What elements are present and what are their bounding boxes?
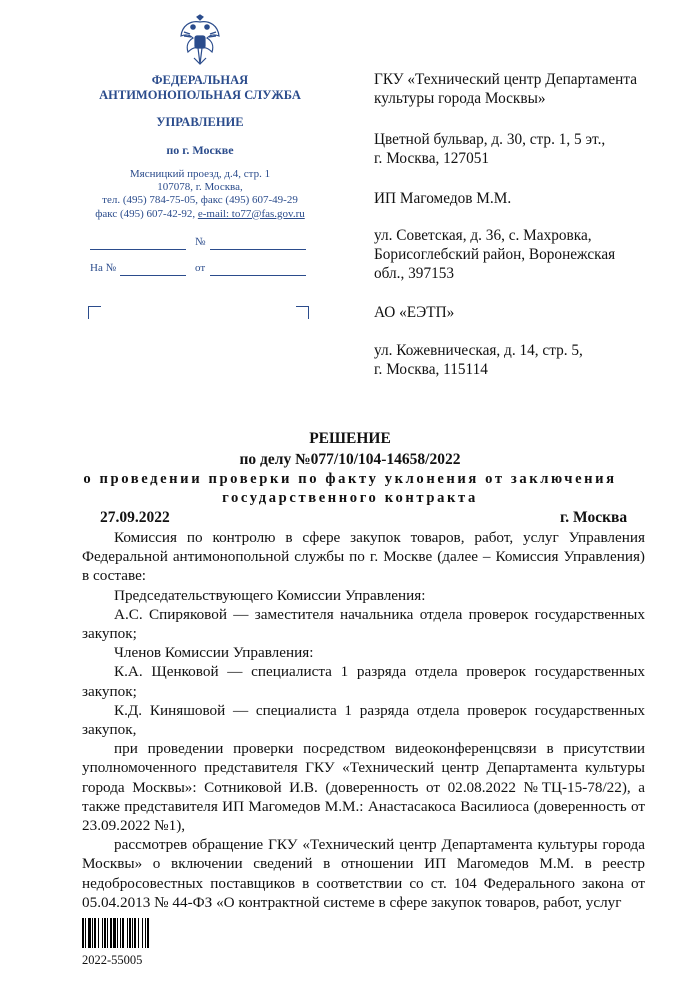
address-line2: 107078, г. Москва, — [157, 181, 243, 194]
barcode-icon — [82, 918, 177, 948]
recipient-line: ул. Советская, д. 36, с. Махровка, — [374, 227, 592, 244]
corner-mark-left — [88, 306, 101, 319]
outgoing-number-line — [210, 237, 306, 250]
subject-line2: государственного контракта — [222, 490, 478, 506]
recipient-line: Борисоглебский район, Воронежская — [374, 246, 616, 263]
agency-city: по г. Москве — [166, 143, 234, 157]
recipient-block-4 — [374, 226, 674, 283]
from-label: от — [195, 262, 206, 274]
recipient-block-2 — [374, 130, 674, 168]
address-line3: тел. (495) 784-75-05, факс (495) 607-49-29 — [102, 194, 298, 207]
decision-title: РЕШЕНИЕ — [309, 430, 391, 447]
in-reply-date-line — [210, 263, 306, 276]
corner-mark-right — [296, 306, 309, 319]
in-reply-number-line — [120, 263, 186, 276]
decision-subject — [0, 470, 700, 508]
body-paragraph: Председательствующего Комиссии Управления: — [114, 586, 426, 604]
body-paragraph: А.С. Спиряковой — заместителя начальника отдела проверок государственных закупок; — [82, 605, 645, 643]
address-line4 — [40, 208, 360, 221]
agency-department: УПРАВЛЕНИЕ — [156, 115, 244, 129]
body-paragraph: Комиссия по контролю в сфере закупок товаров, работ, услуг Управления Федеральной антимонопольной службы по г. Москве (далее – Комиссия Управления) в составе: — [82, 529, 645, 585]
decision-date: 27.09.2022 — [100, 509, 170, 526]
outgoing-date-line — [90, 237, 186, 250]
agency-address — [40, 168, 360, 221]
recipient-block-5 — [374, 303, 674, 322]
recipient-line: ул. Кожевническая, д. 14, стр. 5, — [374, 342, 583, 359]
number-sign: № — [195, 236, 206, 248]
agency-name-line2: АНТИМОНОПОЛЬНАЯ СЛУЖБА — [99, 88, 301, 102]
email-link[interactable]: e-mail: to77@fas.gov.ru — [197, 207, 305, 220]
in-reply-label: На № — [90, 262, 117, 274]
recipient-line: культуры города Москвы» — [374, 90, 546, 107]
recipient-line: Цветной бульвар, д. 30, стр. 1, 5 эт., — [374, 131, 606, 148]
barcode-number: 2022-55005 — [82, 953, 143, 967]
agency-name-line1: ФЕДЕРАЛЬНАЯ — [151, 73, 249, 87]
coat-of-arms-icon — [178, 14, 222, 66]
recipient-block-1 — [374, 70, 674, 108]
recipient-line: АО «ЕЭТП» — [374, 304, 455, 321]
recipient-line: ГКУ «Технический центр Департамента — [374, 71, 638, 88]
recipient-block-3 — [374, 189, 674, 208]
recipient-line: обл., 397153 — [374, 265, 455, 282]
case-number: по делу №077/10/104-14658/2022 — [239, 451, 461, 468]
recipient-line: г. Москва, 127051 — [374, 150, 490, 167]
body-paragraph: К.А. Щенковой — специалиста 1 разряда отдела проверок государственных закупок; — [82, 663, 645, 700]
recipient-line: г. Москва, 115114 — [374, 361, 488, 378]
recipient-line: ИП Магомедов М.М. — [374, 190, 512, 207]
body-paragraph: рассмотрев обращение ГКУ «Технический центр Департамента культуры города Москвы» о включении сведений в отношении ИП Магомедов М.М. в реестр недобросовестных поставщиков в соответствии со ст. 104 Федерального закона от 05.04.2013 № 44-ФЗ «О контрактной системе в сфере закупок товаров, работ, услуг — [82, 836, 645, 911]
body-paragraph: К.Д. Киняшовой — специалиста 1 разряда отдела проверок государственных закупок, — [82, 701, 645, 739]
subject-line1: о проведении проверки по факту уклонения от заключения — [83, 471, 617, 487]
recipient-block-6 — [374, 341, 674, 379]
decision-place: г. Москва — [560, 509, 628, 526]
decision-body — [82, 528, 645, 912]
fax-text: факс (495) 607-42-92, — [95, 207, 198, 220]
body-paragraph: Членов Комиссии Управления: — [114, 644, 314, 662]
body-paragraph: при проведении проверки посредством видеоконференцсвязи в присутствии уполномоченного представителя ГКУ «Технический центр Департамента культуры города Москвы»: Сотниковой И.В. (доверенность от 02.08.2022 №ТЦ-15-78/22), а также представителя ИП Магомедов М.М.: Анастасакоса Василиоса (доверенность от 23.09.2022 №1), — [82, 740, 645, 835]
agency-name — [40, 73, 360, 103]
address-line1: Мясницкий проезд, д.4, стр. 1 — [129, 168, 271, 180]
